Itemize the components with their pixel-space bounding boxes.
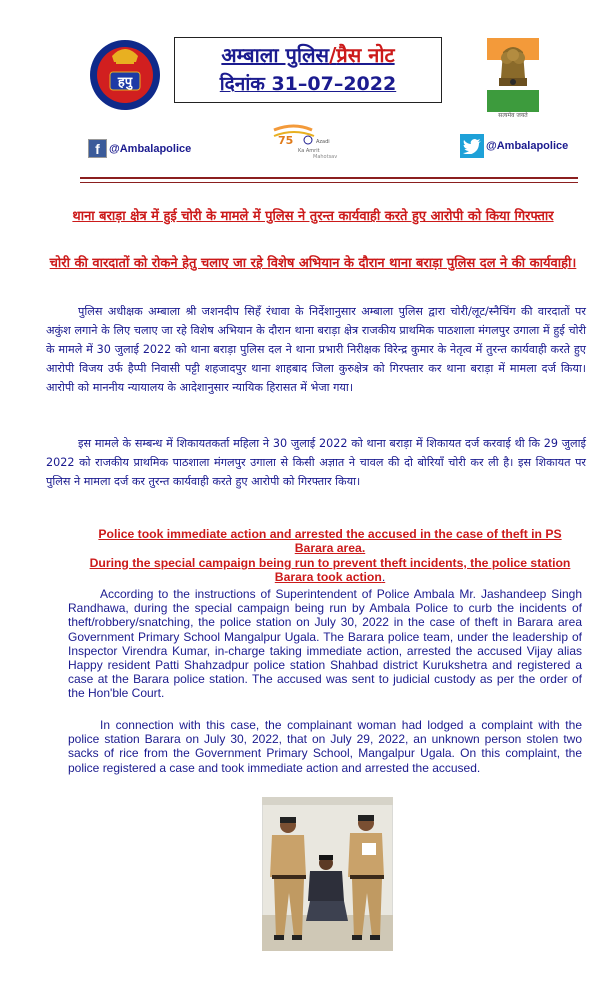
twitter-handle-text: @Ambalapolice: [486, 140, 569, 152]
svg-text:75: 75: [278, 134, 294, 147]
title-line: [175, 41, 441, 68]
azadi-ka-amrit-mahotsav-logo: [268, 122, 348, 162]
english-heading-2: [80, 556, 580, 584]
title-slash: /: [329, 43, 337, 67]
english-heading-1: Police took immediate action and arrested the accused in the case of theft in PS Barara area.: [98, 527, 562, 555]
national-emblem-icon: [483, 38, 543, 112]
hindi-heading-2: चोरी की वारदातों को रोकने हेतु चलाए जा रहे विशेष अभियान के दौरान थाना बराड़ा पुलिस दल ने की कार्यवाही।: [49, 256, 577, 271]
title-main: अम्बाला पुलिस: [221, 43, 330, 67]
emblem-caption: सत्यमेव जयते: [498, 112, 528, 119]
facebook-handle[interactable]: [88, 139, 191, 158]
logo-left-text: हपु: [117, 75, 133, 90]
date-line: दिनांक 31–07–2022: [219, 73, 397, 95]
svg-text:Mahotsav: Mahotsav: [313, 154, 338, 160]
header-rule: [80, 177, 578, 179]
english-paragraph-2: In connection with this case, the complainant woman had lodged a complaint with the police station Barara on July 30, 2022, that on July 29, 2022, an unknown person stolen two sacks of rice from the Government Primary School, Mangalpur Ugala. On this complaint, the police registered a case and took immediate action and arrested the accused.: [68, 718, 582, 775]
title-press: प्रैस नोट: [336, 43, 395, 67]
svg-text:Azadi: Azadi: [316, 139, 330, 145]
hindi-paragraph-1: पुलिस अधीक्षक अम्बाला श्री जशनदीप सिहँ रंधावा के निर्देशानुसार अम्बाला पुलिस द्वारा चोरी/लूट/स्नैचिंग की वारदातों पर अकुंश लगाने के लिए चलाए जा रहे विशेष अभियान के दौरान थाना बराड़ा क्षेत्र राजकीय प्राथमिक पाठशाला मंगलपुर उगाला में हुई चोरी के मामले में 30 जुलाई 2022 को थाना बराड़ा पुलिस दल ने थाना प्रभारी निरीक्षक विरेन्द्र कुमार के नेतृत्व में तुरन्त कार्यवाही करते हुए आरोपी विजय उर्फ हैप्पी निवासी पट्टी शहजादपुर थाना शाहबाद जिला कुरुक्षेत्र को गिरफ्तार कर थाना बराड़ा में मामला दर्ज किया। आरोपी को माननीय न्यायालय के आदेशानुसार न्यायिक हिरासत में भेजा गया।: [46, 305, 586, 394]
haryana-police-logo: [86, 34, 164, 112]
english-heading-2-period: .: [381, 570, 386, 584]
svg-text:Ka Amrit: Ka Amrit: [298, 148, 320, 154]
twitter-icon: [460, 134, 484, 158]
hindi-heading-1: थाना बराड़ा क्षेत्र में हुई चोरी के मामले में पुलिस ने तुरन्त कार्यवाही करते हुए आरोपी को किया गिरफ्तार: [72, 209, 554, 224]
english-heading-2-text: During the special campaign being run to prevent theft incidents, the police station Barara took action: [89, 556, 571, 584]
title-box: [174, 37, 442, 103]
facebook-icon: f: [88, 139, 107, 158]
hindi-paragraph-2: इस मामले के सम्बन्ध में शिकायतकर्ता महिला ने 30 जुलाई 2022 को थाना बराड़ा में शिकायत दर्ज करवाई थी कि 29 जुलाई 2022 को राजकीय प्राथमिक पाठशाला मंगलपुर उगाला से किसी अज्ञात ने चावल की दो बोरियाँ चोरी कर ली है। इस शिकायत पर पुलिस ने मामला दर्ज कर तुरन्त कार्यवाही करते हुए आरोपी को गिरफ्तार किया।: [46, 437, 586, 488]
twitter-handle[interactable]: [460, 134, 568, 158]
header-rule-thin: [80, 182, 578, 183]
facebook-handle-text: @Ambalapolice: [109, 142, 192, 155]
english-paragraph-1: According to the instructions of Superintendent of Police Ambala Mr. Jashandeep Singh Randhawa, during the special campaign being run by Ambala Police to curb the incidents of theft/robbery/snatching, the police station on July 30, 2022 in the case of theft in Barara area Government Primary School Mangalpur Ugala. The Barara police team, under the leadership of Inspector Virendra Kumar, in-charge taking immediate action, arrested the accused Vijay alias Happy resident Patti Shahzadpur police station Shahbad district Kurukshetra and registered a case at the Barara police station. The accused was sent to judicial custody as per the order of the Hon'ble Court.: [68, 587, 582, 701]
arrest-photo: [262, 797, 393, 951]
